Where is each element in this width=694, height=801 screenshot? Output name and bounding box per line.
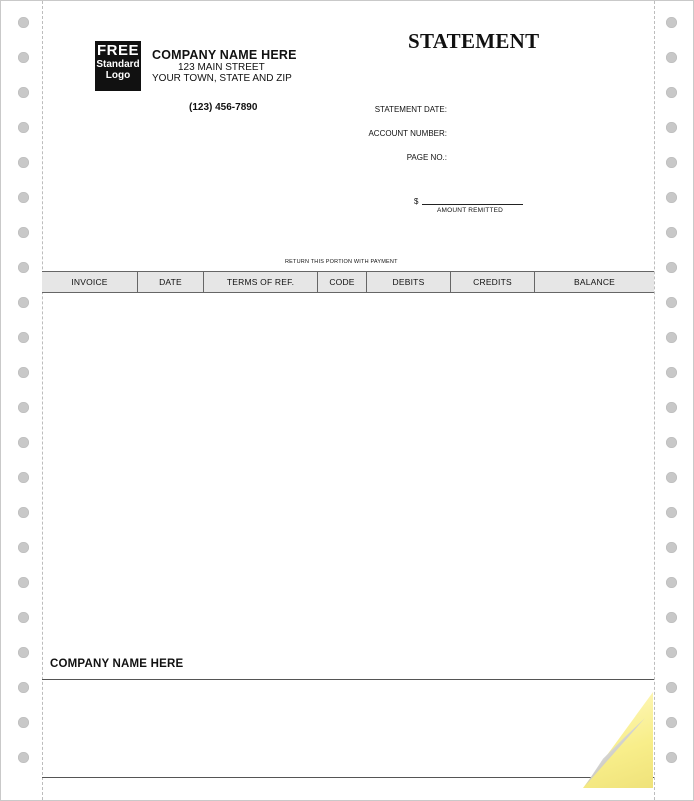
tractor-hole (18, 157, 29, 168)
footer-company-name: COMPANY NAME HERE (50, 658, 184, 670)
tractor-hole (666, 262, 677, 273)
column-date: DATE (138, 272, 204, 292)
logo-free: FREE (96, 42, 139, 59)
company-city: YOUR TOWN, STATE AND ZIP (152, 73, 292, 84)
tractor-hole (666, 52, 677, 63)
tractor-hole (666, 402, 677, 413)
tractor-hole (666, 332, 677, 343)
tractor-hole (18, 472, 29, 483)
column-credits: CREDITS (451, 272, 535, 292)
company-street: 123 MAIN STREET (178, 62, 265, 73)
tractor-hole (18, 577, 29, 588)
dollar-sign: $ (414, 197, 419, 206)
company-name: COMPANY NAME HERE (152, 48, 297, 62)
tractor-hole (18, 52, 29, 63)
footer-rule-bottom (42, 777, 654, 778)
tractor-hole (666, 507, 677, 518)
tractor-hole (18, 262, 29, 273)
tractor-hole (18, 332, 29, 343)
tractor-hole (666, 17, 677, 28)
tractor-hole (666, 577, 677, 588)
tractor-hole (18, 612, 29, 623)
tractor-hole (18, 752, 29, 763)
tractor-hole (18, 507, 29, 518)
tractor-hole (666, 367, 677, 378)
column-code: CODE (318, 272, 367, 292)
tractor-hole (666, 192, 677, 203)
tractor-hole (18, 87, 29, 98)
tractor-hole (666, 157, 677, 168)
column-terms: TERMS OF REF. (204, 272, 318, 292)
tractor-hole (18, 402, 29, 413)
standard-logo (95, 41, 141, 91)
page-number-label: PAGE NO.: (406, 153, 447, 162)
statement-date-label: STATEMENT DATE: (374, 105, 447, 114)
tractor-hole (666, 647, 677, 658)
tractor-hole (666, 752, 677, 763)
tractor-hole (666, 472, 677, 483)
logo-standard: Standard (96, 59, 140, 70)
document-title: STATEMENT (408, 29, 540, 53)
right-perforation (654, 1, 655, 800)
tractor-hole (18, 367, 29, 378)
tractor-hole (18, 647, 29, 658)
tractor-hole (18, 192, 29, 203)
tractor-hole (18, 682, 29, 693)
left-perforation (42, 1, 43, 800)
tractor-hole (18, 297, 29, 308)
tractor-hole (18, 17, 29, 28)
column-debits: DEBITS (367, 272, 451, 292)
tractor-hole (18, 437, 29, 448)
tractor-hole (666, 612, 677, 623)
tractor-hole (666, 542, 677, 553)
tractor-hole (18, 542, 29, 553)
tractor-hole (666, 682, 677, 693)
tractor-hole (18, 227, 29, 238)
tractor-hole (666, 437, 677, 448)
tractor-hole (666, 297, 677, 308)
tractor-hole (666, 227, 677, 238)
amount-remitted-label: AMOUNT REMITTED (437, 207, 504, 214)
company-phone: (123) 456-7890 (189, 102, 258, 113)
column-balance: BALANCE (573, 277, 616, 287)
logo-text: Logo (105, 70, 131, 81)
tractor-hole (666, 717, 677, 728)
column-header-row (42, 271, 654, 293)
column-invoice: INVOICE (42, 272, 138, 292)
tractor-hole (18, 717, 29, 728)
return-portion-note: RETURN THIS PORTION WITH PAYMENT (285, 259, 398, 265)
account-number-label: ACCOUNT NUMBER: (368, 129, 447, 138)
tractor-hole (18, 122, 29, 133)
footer-rule-top (42, 679, 654, 680)
tractor-hole (666, 87, 677, 98)
amount-remitted-line (422, 204, 523, 205)
tractor-hole (666, 122, 677, 133)
